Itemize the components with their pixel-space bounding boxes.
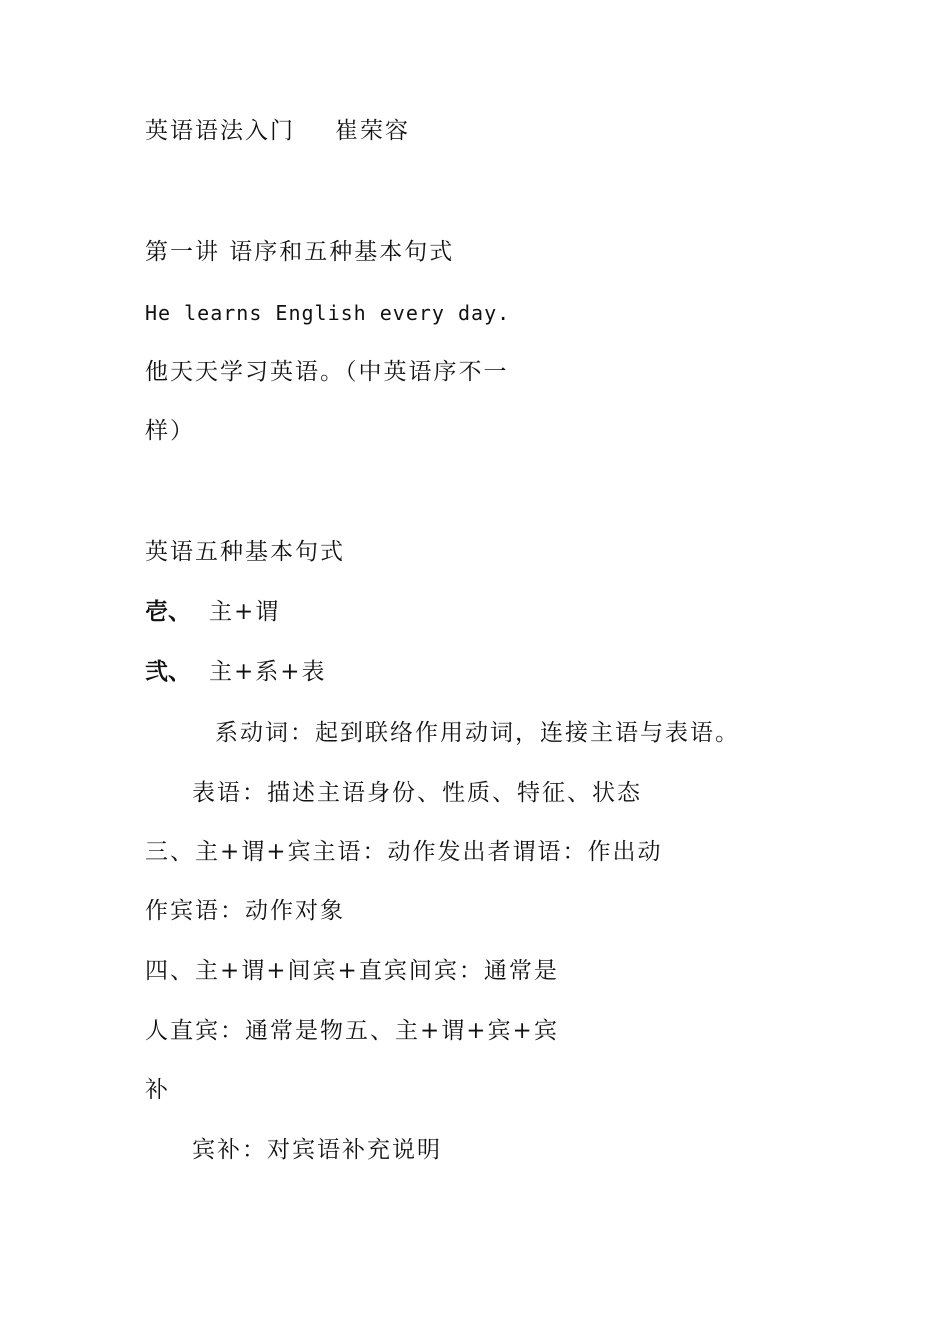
pattern-item-2-text: 主+系+表 — [209, 659, 327, 685]
pattern-item-1 — [145, 597, 280, 627]
pattern-item-4-line-1: 四、主+谓+间宾+直宾间宾：通常是 — [145, 958, 559, 984]
complement-definition: 宾补：对宾语补充说明 — [192, 1137, 442, 1163]
lecture-title: 第一讲 语序和五种基本句式 — [145, 239, 455, 265]
pattern-item-2-number: 弐、 — [145, 659, 191, 685]
example-sentence-en: He learns English every day. — [145, 301, 511, 325]
patterns-heading: 英语五种基本句式 — [145, 539, 345, 565]
document-title: 英语语法入门 — [145, 118, 295, 144]
pattern-item-3-line-2: 作宾语：动作对象 — [145, 898, 345, 924]
pattern-item-1-number: 壱、 — [145, 599, 191, 625]
predicative-definition: 表语：描述主语身份、性质、特征、状态 — [192, 780, 642, 806]
pattern-item-2 — [145, 657, 327, 687]
example-translation-line-2: 样） — [145, 418, 195, 444]
pattern-item-1-text: 主+谓 — [209, 599, 281, 625]
pattern-item-3-line-1: 三、主+谓+宾主语：动作发出者谓语：作出动 — [145, 839, 663, 865]
pattern-item-4-line-2: 人直宾：通常是物五、主+谓+宾+宾 — [145, 1018, 559, 1044]
linking-verb-definition: 系动词：起到联络作用动词，连接主语与表语。 — [215, 720, 740, 746]
example-translation-line-1: 他天天学习英语。（中英语序不一 — [145, 359, 509, 385]
document-title-line — [145, 116, 410, 146]
pattern-item-5-line-3: 补 — [145, 1077, 170, 1103]
document-author: 崔荣容 — [335, 118, 410, 144]
